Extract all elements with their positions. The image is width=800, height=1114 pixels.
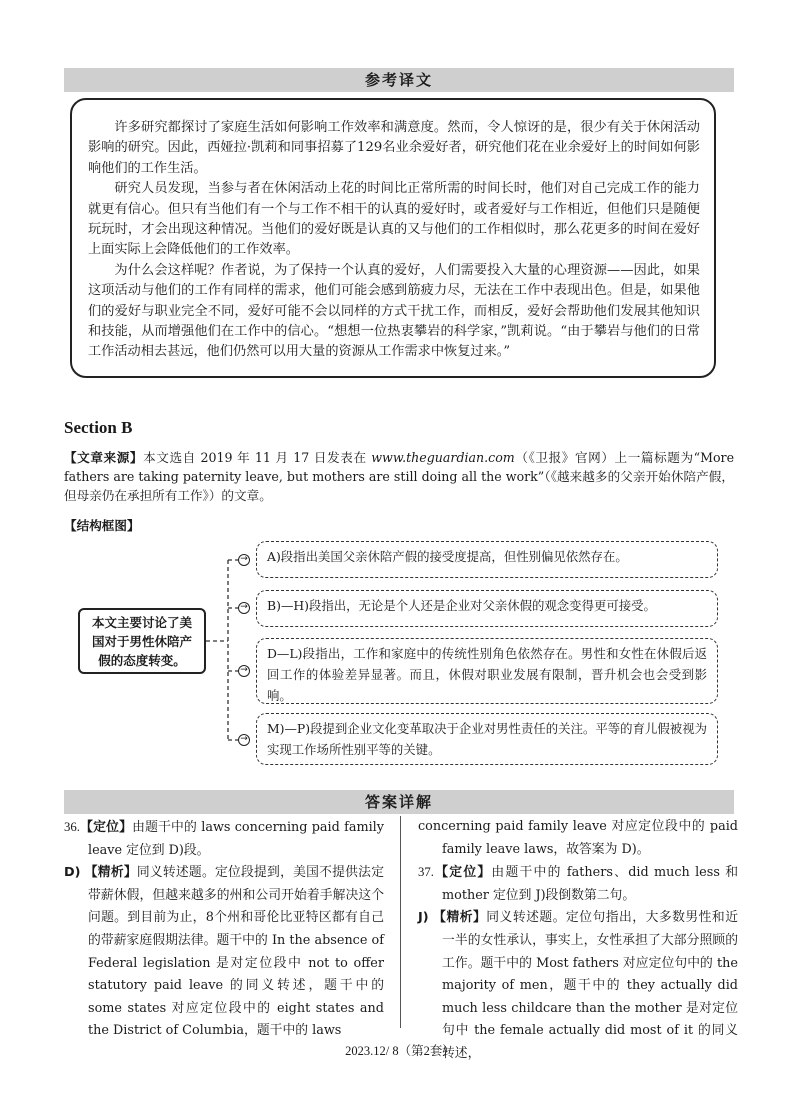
translation-banner: 参考译文 [64,68,734,92]
arrow-icon: → [238,665,250,677]
analysis-text: 同义转述题。定位句指出，大多数男性和近一半的女性承认，事实上，女性承担了大部分照顾的工作。题干中的 Most fathers 对应定位句中的 the majority of men，题干中的 they actually did much less childcare than the mother 是对定位句中 the female actually did most of it 的同义转述， [442,910,739,1061]
q36-analysis [64,862,384,1043]
arrow-icon: → [238,602,250,614]
source-text-before: 本文选自 2019 年 11 月 17 日发表在 [143,450,372,465]
structure-main-box: 本文主要讨论了美国对于男性休陪产假的态度转变。 [78,608,206,674]
question-number: 36. [64,820,80,834]
analysis-text: 同义转述题。定位段提到，美国不提供法定带薪休假，但越来越多的州和公司开始着手解决这个问题。到目前为止，8个州和哥伦比亚特区都有自己的带薪家庭假期法律。题干中的 In the absence of Federal legislation 是对定位段中 not to offer statutory paid leave 的同义转述，题干中的 some states 对应定位段中的 eight states and the District of Columbia，题干中的 laws [88,865,384,1039]
column-divider [400,816,401,1028]
locate-text: 由题干中的 laws concerning paid family leave 定位到 D)段。 [88,820,385,858]
structure-branch: D—L)段指出，工作和家庭中的传统性别角色依然存在。男性和女性在休假后返回工作的体验差异显著。而且，休假对职业发展有限制，晋升机会也会受到影响。 [256,638,718,704]
answers-column-left [64,816,384,1043]
q36-continuation [418,816,738,861]
section-title: Section B [64,418,133,437]
answers-banner: 答案详解 [64,790,734,814]
translation-paragraph: 为什么会这样呢？作者说，为了保持一个认真的爱好，人们需要投入大量的心理资源——因此，如果这项活动与他们的工作有同样的需求，他们可能会感到筋疲力尽，无法在工作中表现出色。但是，如果他们的爱好与职业完全不同，爱好可能不会以同样的方式干扰工作，而相反，爱好会帮助他们发展其他知识和技能，从而增强他们在工作中的信心。“想想一位热衷攀岩的科学家，”凯莉说。“由于攀岩与他们的日常工作活动相去甚远，他们仍然可以用大量的资源从工作需求中恢复过来。” [88,262,700,360]
source-text-after: （《卫报》官网）上一篇标题为“More fathers are taking paternity leave, but mothers are still doing all the work”（《越来越多的父亲开始休陪产假，但母亲仍在承担所有工作》）的文章。 [64,450,735,503]
analysis-text: concerning paid family leave 对应定位段中的 paid family leave laws，故答案为 D)。 [418,819,738,857]
source-label: 【文章来源】 [64,450,144,465]
structure-branch: B)—H)段指出，无论是个人还是企业对父亲休假的观念变得更可接受。 [256,590,718,627]
locate-text: 由题干中的 fathers、did much less 和 mother 定位到 J)段倒数第二句。 [442,865,738,903]
structure-branch: A)段指出美国父亲休陪产假的接受度提高，但性别偏见依然存在。 [256,541,718,578]
analysis-tag: 【精析】 [433,910,487,926]
question-number: 37. [418,865,434,880]
answer-letter: J) [418,910,429,926]
locate-tag: 【定位】 [80,820,133,835]
translation-paragraph: 许多研究都探讨了家庭生活如何影响工作效率和满意度。然而，令人惊讶的是，很少有关于休闲活动影响的研究。因此，西娅拉·凯莉和同事招募了129名业余爱好者，研究他们花在业余爱好上的时间如何影响他们的工作生活。 [88,120,700,176]
page-footer: 2023.12/ 8（第2套） [345,1044,455,1058]
arrow-icon: → [238,554,250,566]
answer-letter: D) [64,865,81,881]
q37-locate [418,861,738,907]
structure-branch: M)—P)段提到企业文化变革取决于企业对男性责任的关注。平等的育儿假被视为实现工作场所性别平等的关键。 [256,713,718,765]
locate-tag: 【定位】 [434,865,492,881]
source-site: www.theguardian.com [371,450,515,465]
answers-column-right [418,816,738,1066]
translation-paragraph: 研究人员发现，当参与者在休闲活动上花的时间比正常所需的时间长时，他们对自己完成工作的能力就更有信心。但只有当他们有一个与工作不相干的认真的爱好时，或者爱好与工作相近，但他们只是随便玩玩时，才会出现这种情况。当他们的爱好既是认真的又与他们的工作相似时，那么花更多的时间在爱好上面实际上会降低他们的工作效率。 [88,181,700,258]
arrow-icon: → [238,734,250,746]
q36-locate [64,816,384,862]
structure-label: 【结构框图】 [64,518,140,533]
analysis-tag: 【精析】 [84,865,137,881]
